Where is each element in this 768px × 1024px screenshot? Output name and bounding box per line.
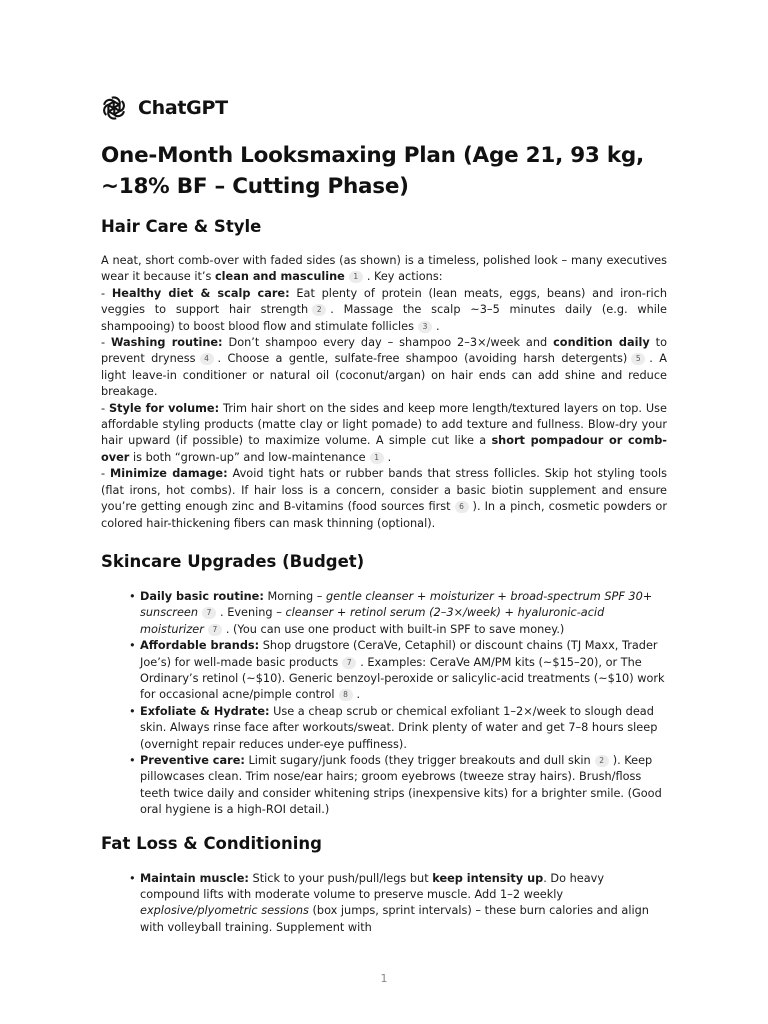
fat-loss-list — [101, 871, 667, 937]
citation-badge[interactable]: 7 — [202, 607, 216, 619]
page-number: 1 — [380, 972, 388, 985]
list-dash: - — [101, 336, 106, 350]
openai-logo-icon — [101, 95, 127, 121]
list-item: • Preventive care: Limit sugary/junk foods (they trigger breakouts and dull skin 2 ). Keep pillowcases clean. Trim nose/ear hairs; groom eyebrows (tweeze stray hairs). Brush/floss teeth twice daily and consider whitening strips (inexpensive kits) for a brighter smile. (Good oral hygiene is a high-ROI detail.) — [129, 753, 662, 817]
citation-badge[interactable]: 4 — [200, 353, 214, 365]
list-item: • Maintain muscle: Stick to your push/pull/legs but keep intensity up. Do heavy compound lifts with moderate volume to preserve muscle. Add 1–2 weekly explosive/plyometric sessions (box jumps, sprint intervals) – these burn calories and align with volleyball training. Supplement with — [129, 871, 649, 934]
list-item: - Style for volume: Trim hair short on the sides and keep more length/textured layers on top. Use affordable styling products (matte clay or light pomade) to add texture and fullness. Blow-dry your hair upward (if possible) to maximize volume. A simple cut like a short pompadour or comb-over is both “grown-up” and low-maintenance 1 . — [101, 401, 667, 464]
bullet: • — [129, 639, 136, 653]
bullet: • — [129, 704, 136, 718]
citation-badge[interactable]: 7 — [342, 657, 356, 669]
skincare-list — [101, 589, 667, 819]
list-item: - Washing routine: Don’t shampoo every day – shampoo 2–3×/week and condition daily to prevent dryness 4 . Choose a gentle, sulfate-free shampoo (avoiding harsh detergents) 5 . A light leave-in conditioner or natural oil (coconut/argan) on hair ends can add shine and reduce breakage. — [101, 336, 667, 399]
brand-header — [101, 93, 228, 123]
citation-badge[interactable]: 6 — [455, 501, 469, 513]
citation-badge[interactable]: 8 — [339, 689, 353, 701]
list-item: - Minimize damage: Avoid tight hats or rubber bands that stress follicles. Skip hot styling tools (flat irons, hot combs). If hair loss is a concern, consider a basic biotin supplement and ensure you’re getting enough zinc and B-vitamins (food sources first 6 ). In a pinch, cosmetic powders or colored hair-thickening fibers can mask thinning (optional). — [101, 467, 667, 530]
hair-care-body — [101, 253, 667, 532]
list-item: • Affordable brands: Shop drugstore (CeraVe, Cetaphil) or discount chains (TJ Maxx, Trader Joe’s) for well-made basic products 7 . Examples: CeraVe AM/PM kits (~$15–20), or The Ordinary’s retinol (~$10). Generic benzoyl-peroxide or salicylic-acid treatments (~$10) work for occasional acne/pimple control 8 . — [129, 639, 665, 702]
hair-intro-text: A neat, short comb-over with faded sides (as shown) is a timeless, polished look – many executives wear it because it’s clean and masculine 1 . Key actions: — [101, 254, 667, 284]
list-item: - Healthy diet & scalp care: Eat plenty of protein (lean meats, eggs, beans) and iron-rich veggies to support hair strength 2 . Massage the scalp ~3–5 minutes daily (e.g. while shampooing) to boost blood flow and stimulate follicles 3 . — [101, 286, 667, 333]
list-dash: - — [101, 401, 106, 415]
bullet: • — [129, 753, 136, 767]
citation-badge[interactable]: 5 — [631, 353, 645, 365]
list-item: • Daily basic routine: Morning – gentle cleanser + moisturizer + broad-spectrum SPF 30+ sunscreen 7 . Evening – cleanser + retinol serum (2–3×/week) + hyaluronic-acid moisturizer 7 . (You can use one product with built-in SPF to save money.) — [129, 589, 653, 636]
list-dash: - — [101, 286, 106, 300]
citation-badge[interactable]: 7 — [208, 624, 222, 636]
page-title: One-Month Looksmaxing Plan (Age 21, 93 kg, ~18% BF – Cutting Phase) — [101, 143, 644, 199]
citation-badge[interactable]: 3 — [418, 321, 432, 333]
citation-badge[interactable]: 2 — [595, 755, 609, 767]
list-item: • Exfoliate & Hydrate: Use a cheap scrub or chemical exfoliant 1–2×/week to slough dead skin. Always rinse face after workouts/sweat. Drink plenty of water and get 7–8 hours sleep (overnight repair reduces under-eye puffiness). — [129, 704, 658, 751]
brand-name: ChatGPT — [138, 97, 228, 119]
section-heading-fat-loss: Fat Loss & Conditioning — [101, 833, 322, 853]
document-content — [101, 140, 667, 936]
section-heading-skincare: Skincare Upgrades (Budget) — [101, 551, 365, 571]
citation-badge[interactable]: 1 — [370, 452, 384, 464]
section-heading-hair-care: Hair Care & Style — [101, 217, 262, 236]
citation-badge[interactable]: 1 — [349, 271, 363, 283]
bullet: • — [129, 871, 136, 885]
list-dash: - — [101, 467, 106, 481]
citation-badge[interactable]: 2 — [312, 304, 326, 316]
bullet: • — [129, 589, 136, 603]
